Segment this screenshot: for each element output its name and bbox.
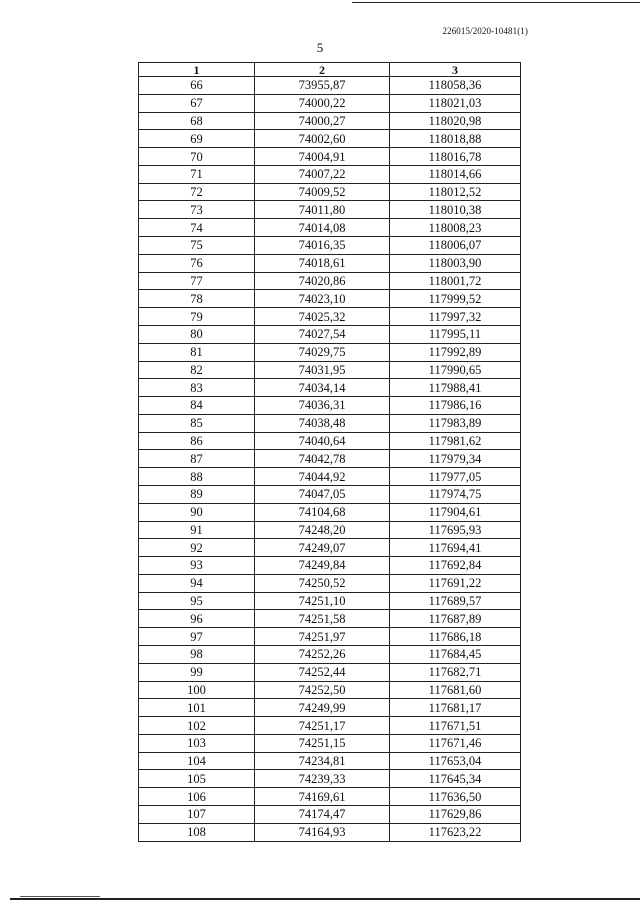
point-number-cell: 94 xyxy=(139,574,255,592)
table-row xyxy=(139,379,521,397)
point-number-cell: 107 xyxy=(139,806,255,824)
table-row xyxy=(139,148,521,166)
table-row xyxy=(139,468,521,486)
point-number-cell: 69 xyxy=(139,130,255,148)
point-number-cell: 88 xyxy=(139,468,255,486)
coordinate-x-cell: 74040,64 xyxy=(255,432,390,450)
coordinate-x-cell: 74029,75 xyxy=(255,343,390,361)
coordinate-x-cell: 74007,22 xyxy=(255,165,390,183)
coordinate-y-cell: 117686,18 xyxy=(390,628,521,646)
coordinate-y-cell: 117979,34 xyxy=(390,450,521,468)
point-number-cell: 97 xyxy=(139,628,255,646)
coordinate-y-cell: 118058,36 xyxy=(390,77,521,95)
coordinates-table xyxy=(138,62,521,842)
table-row xyxy=(139,646,521,664)
table-row xyxy=(139,432,521,450)
table-row xyxy=(139,628,521,646)
point-number-cell: 104 xyxy=(139,752,255,770)
coordinate-y-cell: 117983,89 xyxy=(390,414,521,432)
point-number-cell: 105 xyxy=(139,770,255,788)
coordinate-y-cell: 117684,45 xyxy=(390,646,521,664)
table-row xyxy=(139,130,521,148)
coordinate-x-cell: 74036,31 xyxy=(255,397,390,415)
coordinate-y-cell: 118021,03 xyxy=(390,94,521,112)
point-number-cell: 75 xyxy=(139,237,255,255)
point-number-cell: 84 xyxy=(139,397,255,415)
point-number-cell: 100 xyxy=(139,681,255,699)
table-row xyxy=(139,503,521,521)
coordinate-x-cell: 74038,48 xyxy=(255,414,390,432)
coordinate-y-cell: 117695,93 xyxy=(390,521,521,539)
point-number-cell: 83 xyxy=(139,379,255,397)
table-row xyxy=(139,699,521,717)
point-number-cell: 70 xyxy=(139,148,255,166)
table-row xyxy=(139,237,521,255)
point-number-cell: 106 xyxy=(139,788,255,806)
coordinate-x-cell: 74249,07 xyxy=(255,539,390,557)
point-number-cell: 86 xyxy=(139,432,255,450)
table-row xyxy=(139,717,521,735)
top-rule xyxy=(352,2,640,3)
coordinate-x-cell: 74011,80 xyxy=(255,201,390,219)
coordinate-x-cell: 74252,26 xyxy=(255,646,390,664)
table-row xyxy=(139,557,521,575)
coordinate-y-cell: 118008,23 xyxy=(390,219,521,237)
coordinate-y-cell: 117681,17 xyxy=(390,699,521,717)
column-header: 1 xyxy=(139,63,255,77)
point-number-cell: 99 xyxy=(139,663,255,681)
point-number-cell: 81 xyxy=(139,343,255,361)
coordinate-x-cell: 74047,05 xyxy=(255,485,390,503)
coordinate-y-cell: 118006,07 xyxy=(390,237,521,255)
coordinate-y-cell: 117692,84 xyxy=(390,557,521,575)
point-number-cell: 92 xyxy=(139,539,255,557)
point-number-cell: 102 xyxy=(139,717,255,735)
point-number-cell: 78 xyxy=(139,290,255,308)
coordinate-x-cell: 74252,44 xyxy=(255,663,390,681)
table-row xyxy=(139,450,521,468)
table-row xyxy=(139,165,521,183)
table-row xyxy=(139,219,521,237)
point-number-cell: 82 xyxy=(139,361,255,379)
table-row xyxy=(139,201,521,219)
point-number-cell: 72 xyxy=(139,183,255,201)
coordinate-y-cell: 117694,41 xyxy=(390,539,521,557)
point-number-cell: 68 xyxy=(139,112,255,130)
coordinate-y-cell: 117653,04 xyxy=(390,752,521,770)
table-row xyxy=(139,77,521,95)
coordinate-x-cell: 74239,33 xyxy=(255,770,390,788)
coordinate-y-cell: 117681,60 xyxy=(390,681,521,699)
table-row xyxy=(139,823,521,841)
table-row xyxy=(139,681,521,699)
coordinate-y-cell: 118012,52 xyxy=(390,183,521,201)
coordinate-x-cell: 74169,61 xyxy=(255,788,390,806)
coordinate-y-cell: 117988,41 xyxy=(390,379,521,397)
point-number-cell: 74 xyxy=(139,219,255,237)
coordinate-x-cell: 74252,50 xyxy=(255,681,390,699)
table-body xyxy=(139,77,521,842)
point-number-cell: 79 xyxy=(139,308,255,326)
footer-rule xyxy=(10,898,640,900)
coordinate-y-cell: 117645,34 xyxy=(390,770,521,788)
point-number-cell: 90 xyxy=(139,503,255,521)
coordinate-x-cell: 74251,97 xyxy=(255,628,390,646)
table-row xyxy=(139,414,521,432)
coordinate-x-cell: 74044,92 xyxy=(255,468,390,486)
table-row xyxy=(139,397,521,415)
table-row xyxy=(139,521,521,539)
coordinate-x-cell: 74251,58 xyxy=(255,610,390,628)
table-row xyxy=(139,254,521,272)
point-number-cell: 91 xyxy=(139,521,255,539)
table-row xyxy=(139,752,521,770)
coordinate-y-cell: 118014,66 xyxy=(390,165,521,183)
point-number-cell: 73 xyxy=(139,201,255,219)
coordinate-x-cell: 74002,60 xyxy=(255,130,390,148)
coordinate-y-cell: 118020,98 xyxy=(390,112,521,130)
table-row xyxy=(139,592,521,610)
point-number-cell: 96 xyxy=(139,610,255,628)
point-number-cell: 87 xyxy=(139,450,255,468)
footer-rule-short xyxy=(20,896,100,897)
coordinate-y-cell: 117999,52 xyxy=(390,290,521,308)
coordinate-y-cell: 117691,22 xyxy=(390,574,521,592)
table-row xyxy=(139,788,521,806)
coordinate-x-cell: 74004,91 xyxy=(255,148,390,166)
table-row xyxy=(139,272,521,290)
table-row xyxy=(139,343,521,361)
point-number-cell: 95 xyxy=(139,592,255,610)
coordinate-y-cell: 117689,57 xyxy=(390,592,521,610)
point-number-cell: 67 xyxy=(139,94,255,112)
coordinate-y-cell: 117995,11 xyxy=(390,325,521,343)
table-row xyxy=(139,663,521,681)
point-number-cell: 108 xyxy=(139,823,255,841)
column-header: 3 xyxy=(390,63,521,77)
coordinate-y-cell: 118003,90 xyxy=(390,254,521,272)
coordinate-x-cell: 74104,68 xyxy=(255,503,390,521)
table-row xyxy=(139,361,521,379)
coordinate-y-cell: 117687,89 xyxy=(390,610,521,628)
point-number-cell: 66 xyxy=(139,77,255,95)
point-number-cell: 98 xyxy=(139,646,255,664)
coordinate-y-cell: 118001,72 xyxy=(390,272,521,290)
point-number-cell: 101 xyxy=(139,699,255,717)
coordinate-y-cell: 118010,38 xyxy=(390,201,521,219)
coordinate-y-cell: 117992,89 xyxy=(390,343,521,361)
coordinate-x-cell: 74042,78 xyxy=(255,450,390,468)
coordinate-x-cell: 74249,99 xyxy=(255,699,390,717)
coordinate-x-cell: 74249,84 xyxy=(255,557,390,575)
table-row xyxy=(139,325,521,343)
table-row xyxy=(139,94,521,112)
document-reference: 226015/2020-10481(1) xyxy=(442,26,528,36)
coordinate-y-cell: 117997,32 xyxy=(390,308,521,326)
coordinate-y-cell: 117990,65 xyxy=(390,361,521,379)
point-number-cell: 103 xyxy=(139,734,255,752)
coordinate-y-cell: 117904,61 xyxy=(390,503,521,521)
coordinate-x-cell: 74016,35 xyxy=(255,237,390,255)
coordinate-x-cell: 74014,08 xyxy=(255,219,390,237)
table-row xyxy=(139,308,521,326)
point-number-cell: 93 xyxy=(139,557,255,575)
coordinate-y-cell: 117974,75 xyxy=(390,485,521,503)
table-row xyxy=(139,112,521,130)
coordinate-x-cell: 74251,15 xyxy=(255,734,390,752)
coordinate-x-cell: 74164,93 xyxy=(255,823,390,841)
coordinate-x-cell: 74000,27 xyxy=(255,112,390,130)
coordinate-x-cell: 74250,52 xyxy=(255,574,390,592)
coordinate-y-cell: 118016,78 xyxy=(390,148,521,166)
coordinate-x-cell: 74251,10 xyxy=(255,592,390,610)
coordinate-x-cell: 74251,17 xyxy=(255,717,390,735)
coordinate-y-cell: 117986,16 xyxy=(390,397,521,415)
point-number-cell: 71 xyxy=(139,165,255,183)
point-number-cell: 76 xyxy=(139,254,255,272)
coordinate-x-cell: 74031,95 xyxy=(255,361,390,379)
coordinate-x-cell: 74023,10 xyxy=(255,290,390,308)
table-row xyxy=(139,806,521,824)
coordinate-y-cell: 117636,50 xyxy=(390,788,521,806)
coordinate-y-cell: 117623,22 xyxy=(390,823,521,841)
coordinate-y-cell: 117671,46 xyxy=(390,734,521,752)
coordinate-x-cell: 74174,47 xyxy=(255,806,390,824)
table-row xyxy=(139,574,521,592)
table-row xyxy=(139,183,521,201)
coordinate-x-cell: 73955,87 xyxy=(255,77,390,95)
coordinate-x-cell: 74234,81 xyxy=(255,752,390,770)
table-header-row xyxy=(139,63,521,77)
coordinate-x-cell: 74009,52 xyxy=(255,183,390,201)
table-row xyxy=(139,770,521,788)
point-number-cell: 89 xyxy=(139,485,255,503)
table-row xyxy=(139,610,521,628)
coordinate-x-cell: 74025,32 xyxy=(255,308,390,326)
point-number-cell: 80 xyxy=(139,325,255,343)
table-row xyxy=(139,290,521,308)
coordinate-y-cell: 117629,86 xyxy=(390,806,521,824)
coordinate-x-cell: 74000,22 xyxy=(255,94,390,112)
point-number-cell: 77 xyxy=(139,272,255,290)
coordinate-x-cell: 74248,20 xyxy=(255,521,390,539)
coordinate-y-cell: 117977,05 xyxy=(390,468,521,486)
table-row xyxy=(139,485,521,503)
coordinate-y-cell: 118018,88 xyxy=(390,130,521,148)
coordinate-y-cell: 117671,51 xyxy=(390,717,521,735)
coordinate-y-cell: 117682,71 xyxy=(390,663,521,681)
page-number: 5 xyxy=(316,40,324,55)
coordinate-x-cell: 74027,54 xyxy=(255,325,390,343)
coordinate-x-cell: 74034,14 xyxy=(255,379,390,397)
table-row xyxy=(139,539,521,557)
column-header: 2 xyxy=(255,63,390,77)
coordinate-x-cell: 74020,86 xyxy=(255,272,390,290)
table-row xyxy=(139,734,521,752)
coordinate-y-cell: 117981,62 xyxy=(390,432,521,450)
point-number-cell: 85 xyxy=(139,414,255,432)
coordinate-x-cell: 74018,61 xyxy=(255,254,390,272)
